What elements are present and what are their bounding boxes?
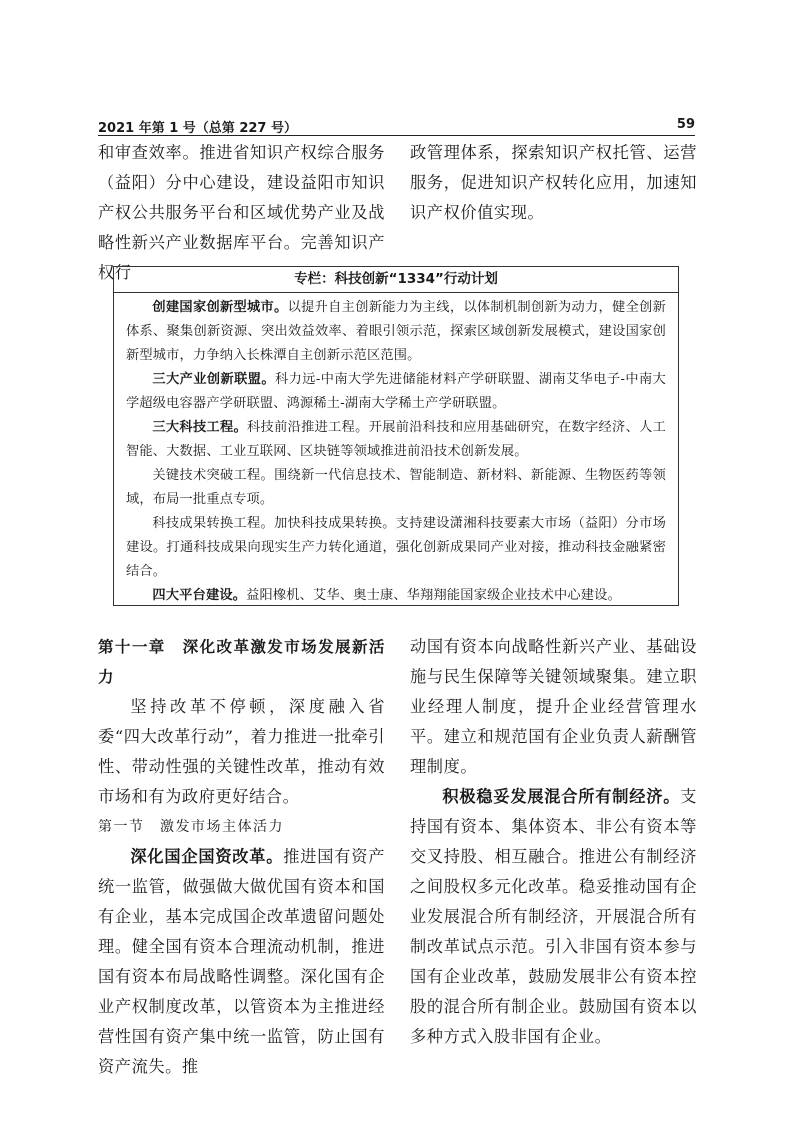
- issue-label: 2021 年第 1 号（总第 227 号）: [98, 121, 297, 136]
- paragraph-head: 积极稳妥发展混合所有制经济。: [442, 787, 681, 806]
- box-item-text: 关键技术突破工程。围绕新一代信息技术、智能制造、新材料、新能源、生物医药等领域，布局一批重点专项。: [126, 468, 666, 507]
- box-item-text: 益阳橡机、艾华、奥士康、华翔翔能国家级企业技术中心建设。: [246, 588, 621, 603]
- box-title: 专栏：科技创新“1334”行动计划: [114, 267, 678, 293]
- box-item: [126, 584, 666, 608]
- bottom-left-column: [98, 632, 385, 1082]
- box-item-head: 四大平台建设。: [152, 588, 247, 603]
- box-item: [126, 296, 666, 368]
- paragraph: [98, 842, 385, 1082]
- chapter-intro: 坚持改革不停顿，深度融入省委“四大改革行动”，着力推进一批牵引性、带动性强的关键性改革，推动有效市场和有为政府更好结合。: [98, 697, 385, 806]
- box-item: [126, 416, 666, 464]
- box-item: [126, 464, 666, 512]
- section-title: 第一节 激发市场主体活力: [98, 819, 284, 835]
- box-item-head: 三大科技工程。: [152, 420, 248, 435]
- paragraph-continued: 动国有资本向战略性新兴产业、基础设施与民生保障等关键领域聚集。建立职业经理人制度，提升企业经营管理水平。建立和规范国有企业负责人薪酬管理制度。: [410, 637, 697, 776]
- page-header: [98, 115, 695, 136]
- paragraph-text: 支持国有资本、集体资本、非公有资本等交叉持股、相互融合。推进公有制经济之间股权多元化改革。稳妥推动国有企业发展混合所有制经济，开展混合所有制改革试点示范。引入非国有资本参与国有企业改革，鼓励发展非公有资本控股的混合所有制企业。鼓励国有资本以多种方式入股非国有企业。: [410, 787, 697, 1046]
- chapter-title: 第十一章 深化改革激发市场发展新活力: [98, 638, 385, 686]
- box-item-text: 科技成果转换工程。加快科技成果转换。支持建设潇湘科技要素大市场（益阳）分市场建设。打通科技成果向现实生产力转化通道，强化创新成果同产业对接，推动科技金融紧密结合。: [126, 516, 666, 579]
- top-left-paragraph: 和审查效率。推进省知识产权综合服务（益阳）分中心建设，建设益阳市知识产权公共服务平台和区域优势产业及战略性新兴产业数据库平台。完善知识产权行: [98, 143, 385, 282]
- sidebar-box: [113, 266, 679, 606]
- box-item: [126, 512, 666, 584]
- top-right-column: [410, 138, 697, 228]
- box-item-head: 三大产业创新联盟。: [152, 372, 275, 387]
- paragraph: [410, 782, 697, 1052]
- box-body: [114, 293, 678, 608]
- box-item: [126, 368, 666, 416]
- box-item-head: 创建国家创新型城市。: [152, 300, 288, 315]
- page-number: 59: [676, 117, 695, 132]
- paragraph-head: 深化国企国资改革。: [130, 847, 284, 866]
- paragraph-text: 推进国有资产统一监管，做强做大做优国有资本和国有企业，基本完成国企改革遗留问题处理。健全国有资本合理流动机制，推进国有资本布局战略性调整。深化国有企业产权制度改革，以管资本为主推进经营性国有资产集中统一监管，防止国有资产流失。推: [98, 847, 385, 1076]
- box-item-text: 以提升自主创新能力为主线，以体制机制创新为动力，健全创新体系、聚集创新资源、突出效益效率、着眼引领示范，探索区域创新发展模式，建设国家创新型城市，力争纳入长株潭自主创新示范区范围。: [126, 300, 666, 363]
- box-item-text: 科力远-中南大学先进储能材料产学研联盟、湖南艾华电子-中南大学超级电容器产学研联盟、鸿源稀土-湖南大学稀土产学研联盟。: [126, 372, 666, 411]
- top-right-paragraph: 政管理体系，探索知识产权托管、运营服务，促进知识产权转化应用，加速知识产权价值实现。: [410, 143, 697, 222]
- bottom-right-column: [410, 632, 697, 1052]
- box-item-text: 科技前沿推进工程。开展前沿科技和应用基础研究，在数字经济、人工智能、大数据、工业互联网、区块链等领域推进前沿技术创新发展。: [126, 420, 666, 459]
